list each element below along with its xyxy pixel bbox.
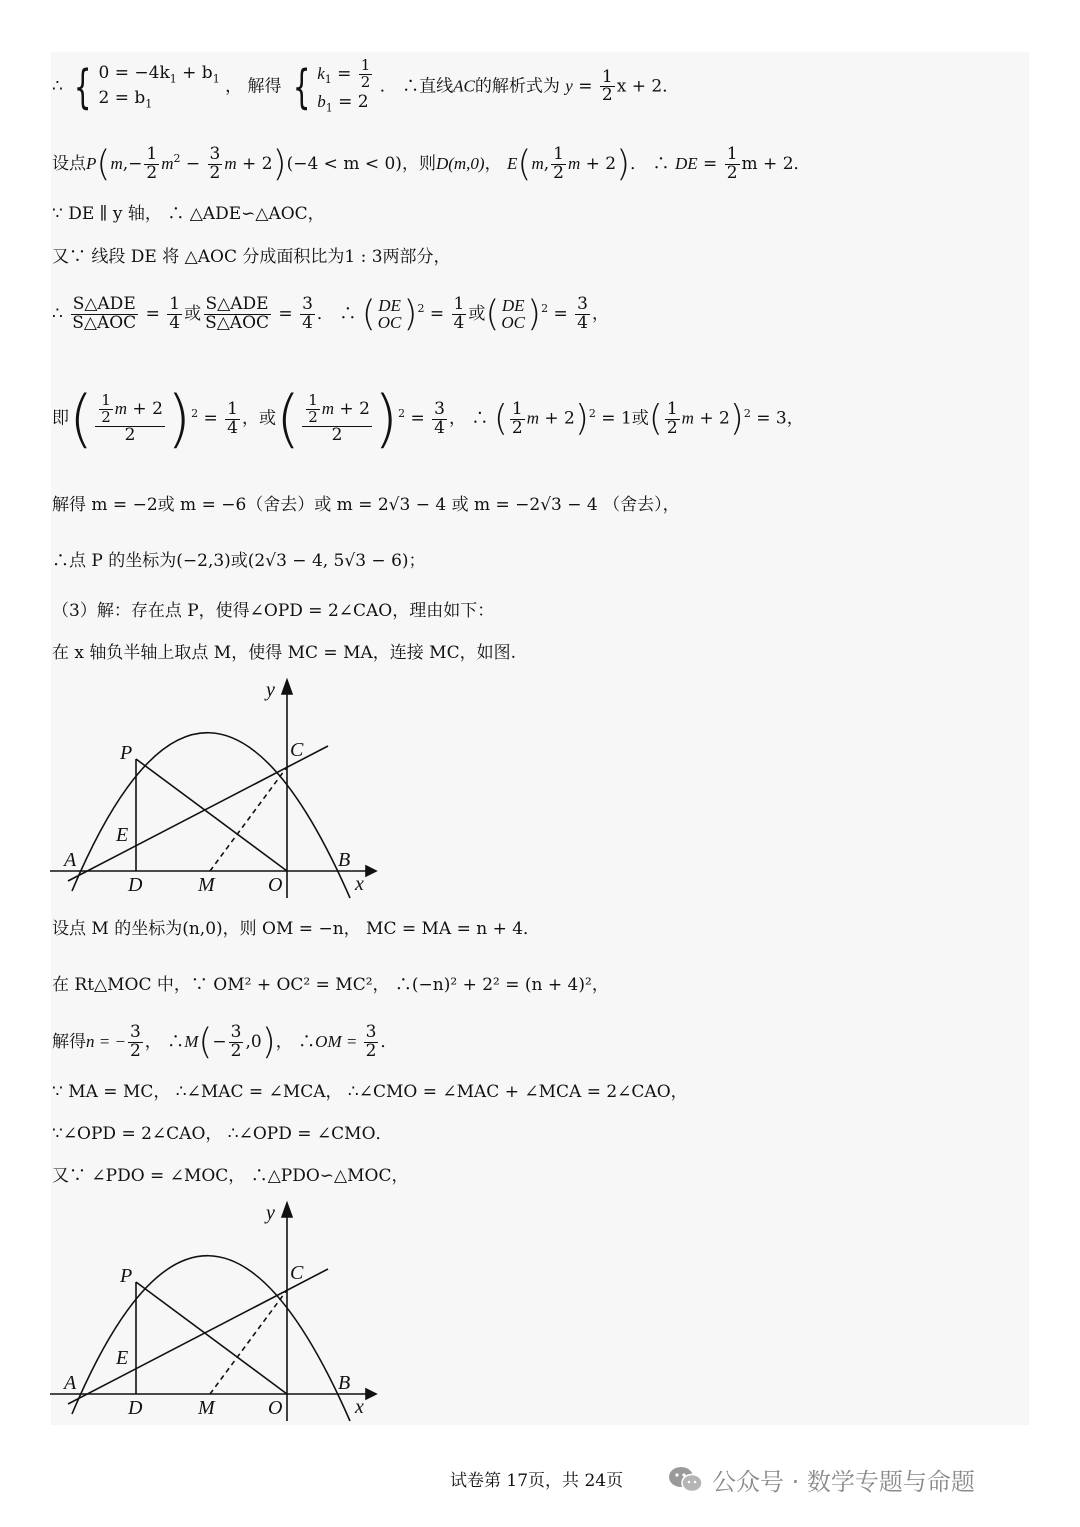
page-number: 试卷第 17页，共 24页 (450, 1471, 624, 1491)
label-p: P (120, 1265, 133, 1287)
line-p-coords: ∴点 P 的坐标为(−2,3)或(2√3 − 4, 5√3 − 6)； (52, 551, 426, 571)
segment-mc (210, 767, 287, 871)
line-similar: 又∵ ∠PDO = ∠MOC， ∴△PDO∽△MOC， (52, 1166, 409, 1186)
label-c: C (290, 739, 304, 761)
label-b: B (338, 1372, 351, 1394)
parabola-graph-1 (50, 676, 380, 901)
x-arrow-icon (366, 866, 376, 876)
label-m: M (198, 1397, 215, 1419)
line-set-point-p: 设点P(m,− $\frac{1}{2}$ $m^2$ − $\frac{3}{2}$ m + 2)(−4 < m < 0)，则D(m,0)， E(m, $\frac{1}{2}$ m + 2)． ∴ DE = $\frac{1}{2}$ m + 2． (52, 143, 811, 185)
label-p: P (120, 742, 133, 764)
label-y: y (266, 1202, 275, 1224)
line-ac (68, 746, 328, 881)
line-system-solution: ∴ { $0 = -4k_1 + b_1$ $2 = b_1$ ， 解得 { $k_1$ = $\frac{1}{2}$ $b_1 = 2$ ． ∴直线AC的解析式为 y = $\frac{1}{2}$ x + 2． (52, 56, 680, 114)
y-arrow-icon (282, 1203, 292, 1217)
line-pythagoras: 在 Rt△MOC 中，∵ OM² + OC² = MC²， ∴(−n)² + 2² = (n + 4)²， (52, 975, 609, 995)
segment-po (136, 759, 287, 871)
label-d: D (128, 874, 143, 896)
label-a: A (64, 1372, 77, 1394)
label-a: A (64, 849, 77, 871)
label-x: x (355, 873, 364, 895)
x-arrow-icon (366, 1389, 376, 1399)
line-angles-equal: ∵ MA = MC， ∴∠MAC = ∠MCA， ∴∠CMO = ∠MAC + ∠MCA = 2∠CAO， (52, 1082, 688, 1102)
line-set-point-m: 设点 M 的坐标为(n,0)，则 OM = −n， MC = MA = n + 4． (52, 919, 541, 939)
label-m: M (198, 874, 215, 896)
label-e: E (116, 1347, 129, 1369)
label-y: y (266, 679, 275, 701)
line-area-fractions: ∴ $\frac{\text{S△ADE}}{\text{S△AOC}}$ = $\frac{1}{4}$ 或 $\frac{\text{S△ADE}}{\text{S△AOC}}$ = $\frac{3}{4}$ ． ∴ ( DE OC )$^2$ = $\frac{1}{4}$ 或( DE OC )$^2$ = $\frac{3}{4}$ ， (52, 293, 609, 335)
line-parallel: ∵ DE ∥ y 轴， ∴ △ADE∽△AOC， (52, 204, 325, 224)
parabola-graph-2 (50, 1199, 380, 1424)
line-area-ratio: 又∵ 线段 DE 将 △AOC 分成面积比为1 : 3两部分， (52, 247, 451, 267)
equation-system-2: { $k_1$ = $\frac{1}{2}$ $b_1 = 2$ (292, 56, 371, 114)
label-o: O (268, 1397, 283, 1419)
watermark-text: 公众号 · 数学专题与命题 (712, 1468, 975, 1496)
line-opd-cmo: ∵∠OPD = 2∠CAO， ∴∠OPD = ∠CMO． (52, 1124, 393, 1144)
watermark (668, 1462, 975, 1497)
label-d: D (128, 1397, 143, 1419)
line-nested-fractions: 即( $\frac{1}{2}$ m + 2 2 )$^2$ = $\frac{1}{4}$ ，或( $\frac{1}{2}$ m + 2 2 )$^2$ = $\frac{3}{4}$ ， ∴ ( $\frac{1}{2}$ m + 2)$^2$ = 1或( $\frac{1}{2}$ m + 2)$^2$ = 3， (52, 382, 804, 455)
equation-system-1: { $0 = -4k_1 + b_1$ $2 = b_1$ (74, 59, 220, 114)
y-arrow-icon (282, 680, 292, 694)
line-part3: （3）解：存在点 P，使得∠OPD = 2∠CAO，理由如下： (52, 601, 495, 621)
label-e: E (116, 824, 129, 846)
label-c: C (290, 1262, 304, 1284)
wechat-icon (668, 1465, 704, 1495)
line-take-m: 在 x 轴负半轴上取点 M，使得 MC = MA，连接 MC，如图. (52, 643, 516, 663)
label-x: x (355, 1396, 364, 1418)
line-solve-n: 解得n = − $\frac{3}{2}$ ， ∴M(− $\frac{3}{2}$ ,0)， ∴OM = $\frac{3}{2}$ ． (52, 1021, 398, 1063)
line-solve-m: 解得 m = −2或 m = −6（舍去）或 m = 2√3 − 4 或 m = −2√3 − 4 （舍去）， (52, 495, 680, 515)
label-b: B (338, 849, 351, 871)
label-o: O (268, 874, 283, 896)
